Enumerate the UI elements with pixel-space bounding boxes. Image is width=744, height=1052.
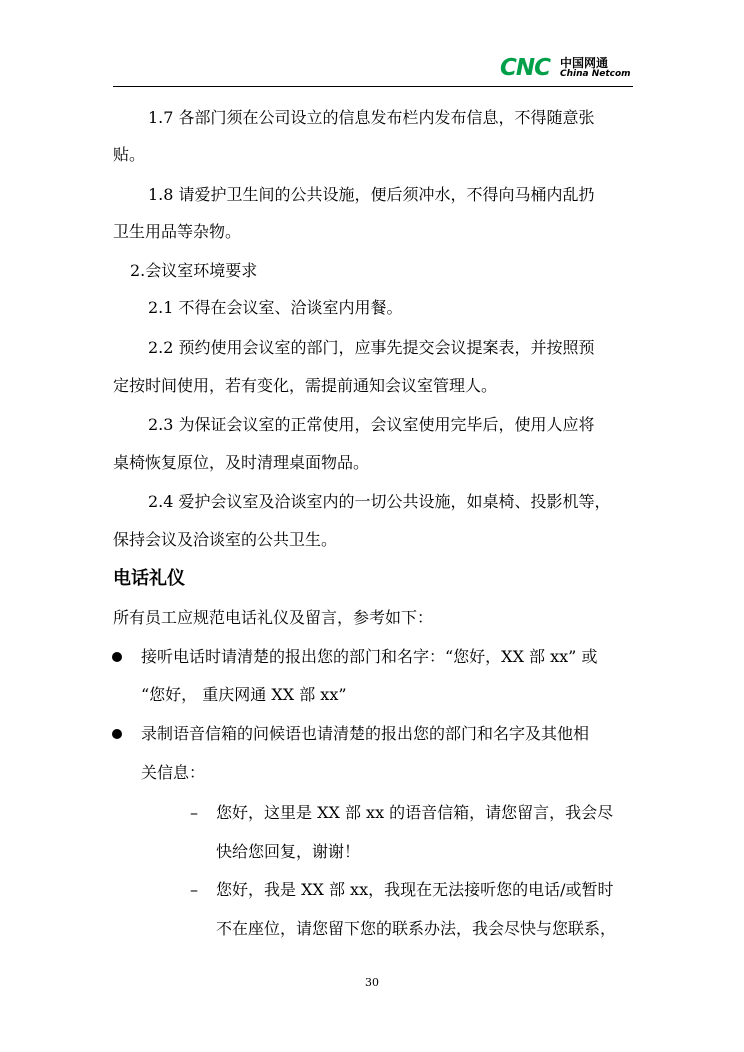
item-2-2-line-1: 2.2 预约使用会议室的部门，应事先提交会议提案表，并按照预 [148,338,595,357]
item-2-4-line-2: 保持会议及洽谈室的公共卫生。 [113,530,338,549]
logo-english-name: China Netcom [560,69,631,79]
bullet-1-line-2: “您好， 重庆网通 XX 部 xx” [141,685,347,704]
header-divider [113,86,633,87]
sub-item-2-dash: – [190,880,198,899]
phone-intro: 所有员工应规范电话礼仪及留言，参考如下： [113,608,434,627]
sub-item-1-line-1: 您好，这里是 XX 部 xx 的语音信箱，请您留言，我会尽 [216,803,614,822]
bullet-2-line-1: 录制语音信箱的问候语也请清楚的报出您的部门和名字及其他相 [141,724,590,743]
item-2-3-line-2: 桌椅恢复原位，及时清理桌面物品。 [113,453,370,472]
bullet-1-line-1: 接听电话时请清楚的报出您的部门和名字：“您好，XX 部 xx” 或 [141,647,598,666]
paragraph-1-8-line-2: 卫生用品等杂物。 [113,222,242,241]
bullet-1-marker [112,652,122,662]
page-number: 30 [365,976,379,989]
bullet-2-line-2: 关信息： [141,763,206,782]
sub-item-1-dash: – [190,803,198,822]
item-2-4-line-1: 2.4 爱护会议室及洽谈室内的一切公共设施，如桌椅、投影机等， [148,492,611,511]
bullet-2-marker [112,729,122,739]
sub-item-2-line-2: 不在座位，请您留下您的联系办法，我会尽快与您联系， [216,919,617,938]
paragraph-1-7-line-2: 贴。 [113,145,146,164]
sub-item-1-line-2: 快给您回复，谢谢！ [216,842,361,861]
section-heading-phone-etiquette: 电话礼仪 [113,568,185,589]
item-2-2-line-2: 定按时间使用，若有变化，需提前通知会议室管理人。 [113,376,498,395]
paragraph-1-8-line-1: 1.8 请爱护卫生间的公共设施，便后须冲水，不得向马桶内乱扔 [148,185,595,204]
logo-mark: CNC [500,55,551,81]
item-2-3-line-1: 2.3 为保证会议室的正常使用，会议室使用完毕后，使用人应将 [148,415,595,434]
item-2-1: 2.1 不得在会议室、洽谈室内用餐。 [148,298,403,317]
paragraph-1-7-line-1: 1.7 各部门须在公司设立的信息发布栏内发布信息，不得随意张 [148,108,595,127]
logo-chinese-name: 中国网通 [560,56,609,70]
section-2-title: 2.会议室环境要求 [130,261,258,280]
cnc-logo [500,55,640,85]
sub-item-2-line-1: 您好，我是 XX 部 xx，我现在无法接听您的电话/或暂时 [216,880,614,899]
